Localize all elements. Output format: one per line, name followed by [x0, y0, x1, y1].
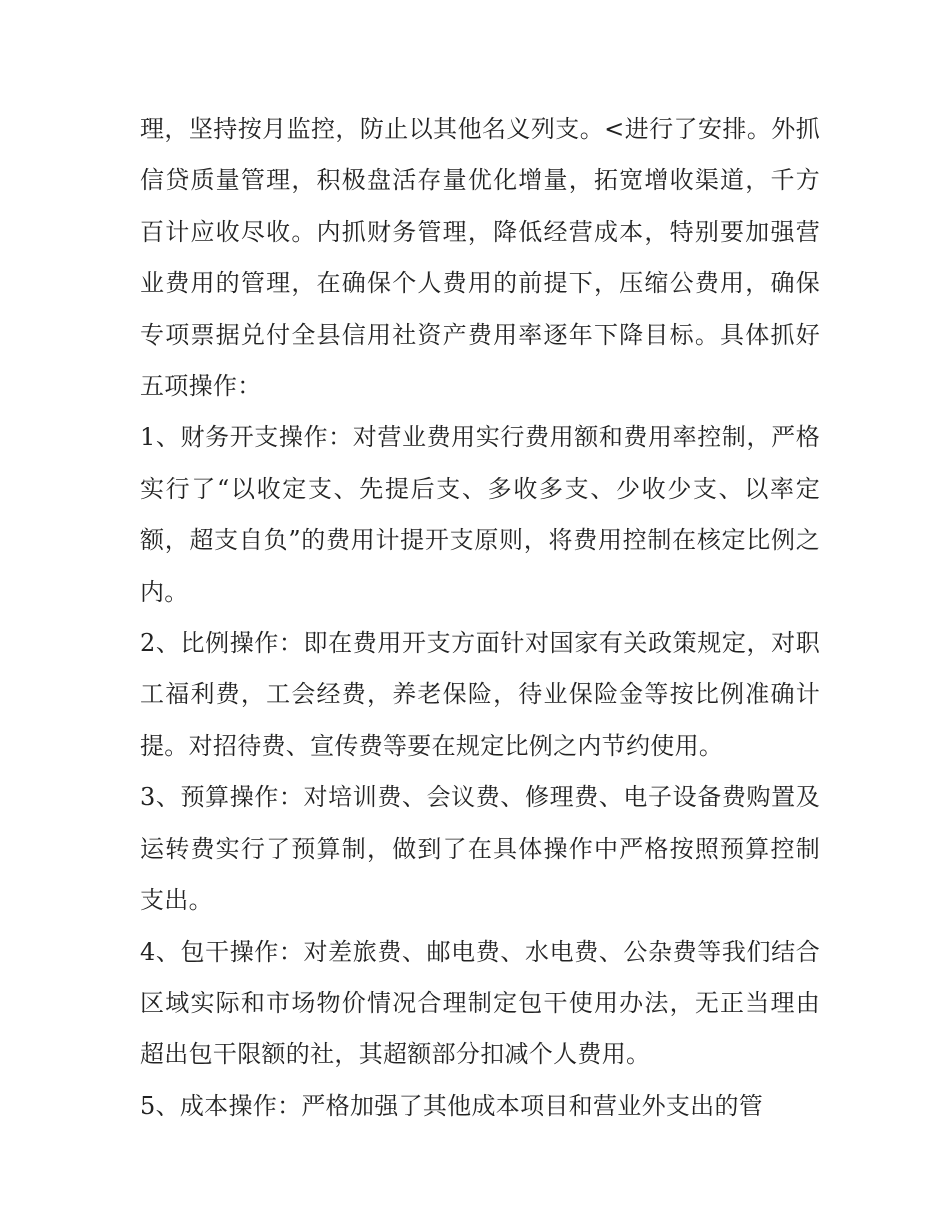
- item-5-cost: 5、成本操作：严格加强了其他成本项目和营业外支出的管: [140, 1091, 764, 1120]
- item-1-financial-expense: 1、财务开支操作：对营业费用实行费用额和费用率控制，严格实行了“以收定支、先提后支、多收多支、少收少支、以率定额，超支自负”的费用计提开支原则，将费用控制在核定比例之内。: [140, 423, 820, 606]
- item-2-ratio: 2、比例操作：即在费用开支方面针对国家有关政策规定，对职工福利费，工会经费，养老保险，待业保险金等按比例准确计提。对招待费、宣传费等要在规定比例之内节约使用。: [140, 629, 820, 760]
- item-4-contract: 4、包干操作：对差旅费、邮电费、水电费、公杂费等我们结合区域实际和市场物价情况合理制定包干使用办法，无正当理由超出包干限额的社，其超额部分扣减个人费用。: [140, 937, 820, 1069]
- item-3-budget: 3、预算操作：对培训费、会议费、修理费、电子设备费购置及运转费实行了预算制，做到了在具体操作中严格按照预算控制支出。: [140, 783, 820, 915]
- intro-paragraph: 理，坚持按月监控，防止以其他名义列支。<进行了安排。外抓信贷质量管理，积极盘活存量优化增量，拓宽增收渠道，千方百计应收尽收。内抓财务管理，降低经营成本，特别要加强营业费用的管理，在确保个人费用的前提下，压缩公费用，确保专项票据兑付全县信用社资产费用率逐年下降目标。具体抓好五项操作：: [140, 115, 820, 401]
- document-page: [140, 104, 820, 1132]
